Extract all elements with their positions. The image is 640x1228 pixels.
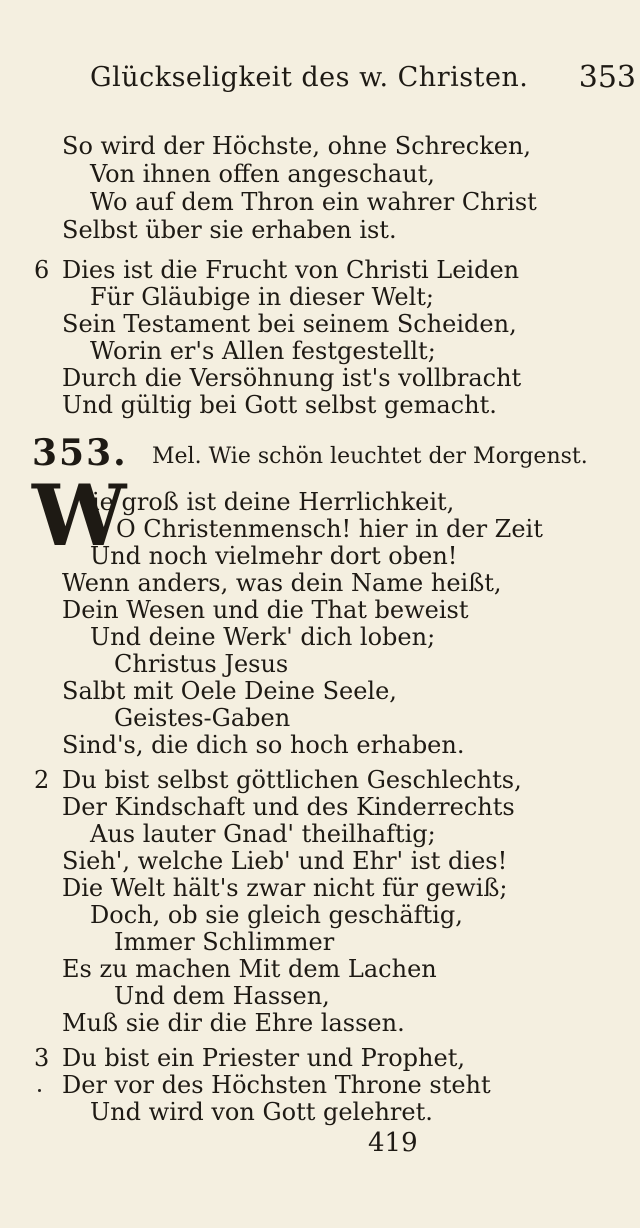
verse-line: Worin er's Allen festgestellt; [90,337,436,365]
verse-line: Aus lauter Gnad' theilhaftig; [90,820,436,848]
page-number: 353 [578,60,636,95]
verse-line: Du bist ein Priester und Prophet, [62,1044,465,1072]
verse-line: Dein Wesen und die That beweist [62,596,469,624]
verse-line: Geistes-Gaben [114,704,291,732]
verse-line: Sieh', welche Lieb' und Ehr' ist dies! [62,847,508,875]
verse-line: Salbt mit Oele Deine Seele, [62,677,397,705]
verse-line: So wird der Höchste, ohne Schrecken, [62,132,532,160]
verse-line: Immer Schlimmer [114,928,335,956]
verse-line: Es zu machen Mit dem Lachen [62,955,437,983]
verse-line: Wenn anders, was dein Name heißt, [62,569,502,597]
verse-line: Doch, ob sie gleich geschäftig, [90,901,463,929]
verse-number: 2 [34,766,50,794]
verse-line: Selbst über sie erhaben ist. [62,216,397,244]
hymn-number: 353. [32,432,128,474]
verse-line: Der Kindschaft und des Kinderrechts [62,793,515,821]
verse-number: 3 [34,1044,50,1072]
verse-line: Christus Jesus [114,650,289,678]
verse-line: Und dem Hassen, [114,982,330,1010]
verse-line: Muß sie dir die Ehre lassen. [62,1009,405,1037]
verse-line: Sein Testament bei seinem Scheiden, [62,310,517,338]
verse-line: Dies ist die Frucht von Christi Leiden [62,256,520,284]
verse-line: Und deine Werk' dich loben; [90,623,436,651]
verse-line: Durch die Versöhnung ist's vollbracht [62,364,522,392]
verse-line: Und gültig bei Gott selbst gemacht. [62,391,497,419]
verse-line: O Christenmensch! hier in der Zeit [116,515,543,543]
verse-line: Der vor des Höchsten Throne steht [62,1071,491,1099]
verse-number: 6 [34,256,50,284]
verse-line: ie groß ist deine Herrlichkeit, [92,488,455,516]
verse-line: Die Welt hält's zwar nicht für gewiß; [62,874,508,902]
running-head: Glückseligkeit des w. Christen. [90,62,529,93]
verse-line: Von ihnen offen angeschaut, [90,160,435,188]
print-speck [38,1089,41,1092]
melody-reference: Mel. Wie schön leuchtet der Morgenst. [152,444,588,469]
verse-line: Du bist selbst göttlichen Geschlechts, [62,766,522,794]
drop-cap: W [32,466,127,565]
verse-line: Und noch vielmehr dort oben! [90,542,458,570]
verse-line: Wo auf dem Thron ein wahrer Christ [90,188,537,216]
verse-line: Für Gläubige in dieser Welt; [90,283,435,311]
verse-line: Sind's, die dich so hoch erhaben. [62,731,465,759]
signature-number: 419 [368,1128,418,1158]
page-header [90,60,636,98]
verse-line: Und wird von Gott gelehret. [90,1098,433,1126]
